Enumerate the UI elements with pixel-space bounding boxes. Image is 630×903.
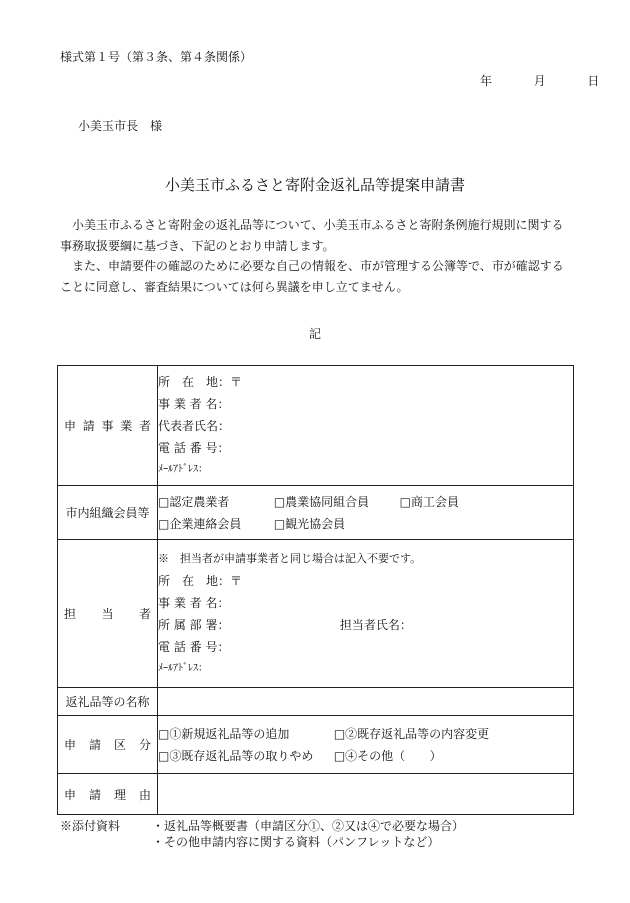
contact-person-name[interactable]: 担当者氏名： [339, 617, 412, 632]
applicant-representative[interactable]: 代表者氏名： [158, 418, 231, 433]
paragraph-1: 小美玉市ふるさと寄附金の返礼品等について、小美玉市ふるさと寄附条例施行規則に関する事務取扱要綱に基づき、下記のとおり申請します。 [60, 218, 564, 253]
applicant-label: 申 請 事 業 者 [58, 366, 158, 486]
reason-row [58, 774, 574, 815]
checkbox-modify-item[interactable]: □②既存返礼品等の内容変更 [333, 726, 490, 741]
contact-department[interactable]: 所 属 部 署： [158, 617, 230, 632]
membership-label: 市内組織会員等 [58, 486, 158, 540]
paragraph-2: また、申請要件の確認のために必要な自己の情報を、市が管理する公簿等で、市が確認することに同意し、審査結果については何ら異議を申し立てません。 [60, 259, 564, 294]
document-title: 小美玉市ふるさと寄附金返礼品等提案申請書 [164, 176, 465, 194]
reason-value[interactable] [158, 774, 574, 815]
ki-heading: 記 [308, 327, 321, 341]
contact-company-name[interactable]: 事 業 者 名： [158, 595, 230, 610]
applicant-phone[interactable]: 電 話 番 号： [158, 440, 230, 455]
checkbox-commerce-member[interactable]: □商工会員 [399, 494, 459, 509]
applicant-company-name[interactable]: 事 業 者 名： [158, 396, 230, 411]
contact-email[interactable]: ﾒｰﾙｱﾄﾞﾚｽ： [158, 662, 208, 674]
date-year: 年 [480, 74, 493, 88]
checkbox-tourism-member[interactable]: □観光協会員 [273, 516, 346, 531]
item-name-label: 返礼品等の名称 [58, 688, 158, 716]
membership-row [58, 486, 574, 540]
attachment-item-1: ・返礼品等概要書（申請区分①、②又は④で必要な場合） [152, 819, 465, 833]
reason-label: 申 請 理 由 [58, 774, 158, 815]
contact-department-line[interactable] [158, 614, 573, 636]
checkbox-other[interactable]: □④その他（ [333, 748, 406, 763]
attachment-item-2: ・その他申請内容に関する資料（パンフレットなど） [152, 835, 440, 849]
addressee: 小美玉市長 様 [78, 119, 163, 133]
checkbox-enterprise-member[interactable]: □企業連絡会員 [158, 516, 242, 531]
contact-note: ※ 担当者が申請事業者と同じ場合は記入不要です。 [158, 551, 422, 565]
contact-fields[interactable] [158, 540, 574, 688]
application-form-table [57, 365, 574, 815]
category-row [58, 716, 574, 774]
contact-address[interactable]: 所 在 地：〒 [158, 573, 243, 588]
applicant-fields[interactable] [158, 366, 574, 486]
item-name-value[interactable] [158, 688, 574, 716]
attachments-label: ※添付資料 [60, 819, 121, 833]
checkbox-new-item[interactable]: □①新規返礼品等の追加 [158, 726, 290, 741]
checkbox-agri-coop[interactable]: □農業協同組合員 [273, 494, 370, 509]
category-options [158, 716, 574, 774]
category-label: 申 請 区 分 [58, 716, 158, 774]
applicant-address[interactable]: 所 在 地：〒 [158, 374, 243, 389]
item-name-row [58, 688, 574, 716]
checkbox-discontinue-item[interactable]: □③既存返礼品等の取りやめ [158, 748, 314, 763]
contact-phone[interactable]: 電 話 番 号： [158, 639, 230, 654]
date-day: 日 [587, 74, 600, 88]
applicant-row [58, 366, 574, 486]
form-number: 様式第１号（第３条、第４条関係） [60, 50, 253, 64]
date-month: 月 [533, 74, 546, 88]
membership-options [158, 486, 574, 540]
date-line [480, 72, 599, 89]
contact-row [58, 540, 574, 688]
checkbox-certified-farmer[interactable]: □認定農業者 [158, 494, 230, 509]
applicant-email[interactable]: ﾒｰﾙｱﾄﾞﾚｽ： [158, 463, 208, 475]
contact-label: 担 当 者 [58, 540, 158, 688]
other-close-paren: ） [429, 748, 442, 763]
